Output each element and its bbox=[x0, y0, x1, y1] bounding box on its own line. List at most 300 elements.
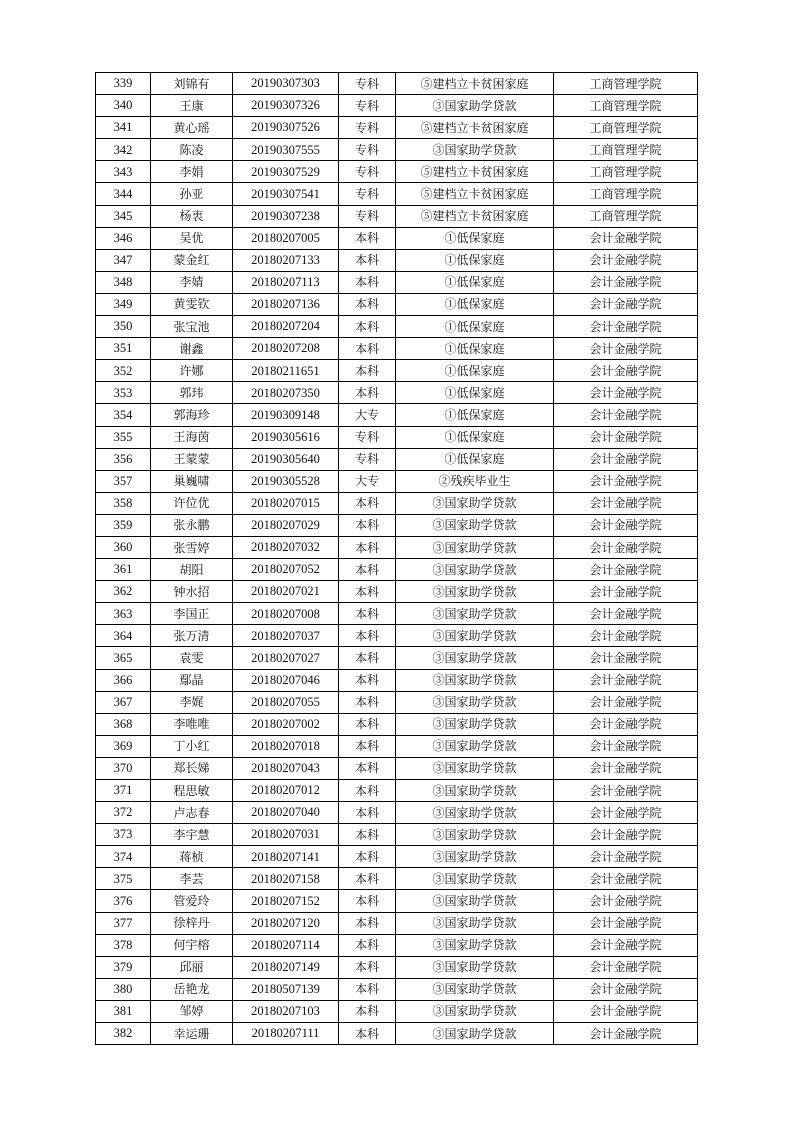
student-name-cell: 巢巍啸 bbox=[151, 470, 233, 492]
difficulty-category-cell: ①低保家庭 bbox=[396, 249, 554, 271]
college-cell: 会计金融学院 bbox=[554, 669, 698, 691]
student-name-cell: 杨衷 bbox=[151, 205, 233, 227]
row-number-cell: 371 bbox=[96, 780, 151, 802]
difficulty-category-cell: ①低保家庭 bbox=[396, 316, 554, 338]
education-level-cell: 本科 bbox=[339, 536, 396, 558]
row-number-cell: 367 bbox=[96, 691, 151, 713]
table-row bbox=[96, 846, 698, 868]
difficulty-category-cell: ③国家助学贷款 bbox=[396, 956, 554, 978]
college-cell: 会计金融学院 bbox=[554, 360, 698, 382]
difficulty-category-cell: ⑤建档立卡贫困家庭 bbox=[396, 205, 554, 227]
education-level-cell: 专科 bbox=[339, 183, 396, 205]
difficulty-category-cell: ③国家助学贷款 bbox=[396, 581, 554, 603]
education-level-cell: 本科 bbox=[339, 824, 396, 846]
student-name-cell: 钟水招 bbox=[151, 581, 233, 603]
education-level-cell: 本科 bbox=[339, 492, 396, 514]
student-id-cell: 20180207008 bbox=[233, 603, 339, 625]
difficulty-category-cell: ③国家助学贷款 bbox=[396, 514, 554, 536]
student-name-cell: 李婧 bbox=[151, 271, 233, 293]
student-id-cell: 20180207114 bbox=[233, 934, 339, 956]
student-name-cell: 郭玮 bbox=[151, 382, 233, 404]
table-row bbox=[96, 1000, 698, 1022]
table-row bbox=[96, 735, 698, 757]
table-row bbox=[96, 978, 698, 1000]
difficulty-category-cell: ③国家助学贷款 bbox=[396, 536, 554, 558]
education-level-cell: 本科 bbox=[339, 514, 396, 536]
education-level-cell: 本科 bbox=[339, 934, 396, 956]
college-cell: 工商管理学院 bbox=[554, 183, 698, 205]
difficulty-category-cell: ②残疾毕业生 bbox=[396, 470, 554, 492]
table-row bbox=[96, 227, 698, 249]
college-cell: 会计金融学院 bbox=[554, 514, 698, 536]
college-cell: 会计金融学院 bbox=[554, 713, 698, 735]
row-number-cell: 374 bbox=[96, 846, 151, 868]
row-number-cell: 380 bbox=[96, 978, 151, 1000]
difficulty-category-cell: ③国家助学贷款 bbox=[396, 890, 554, 912]
difficulty-category-cell: ③国家助学贷款 bbox=[396, 868, 554, 890]
student-id-cell: 20180207040 bbox=[233, 802, 339, 824]
table-row bbox=[96, 669, 698, 691]
difficulty-category-cell: ③国家助学贷款 bbox=[396, 1023, 554, 1045]
student-name-cell: 张宝池 bbox=[151, 316, 233, 338]
student-name-cell: 李唯唯 bbox=[151, 713, 233, 735]
difficulty-category-cell: ③国家助学贷款 bbox=[396, 757, 554, 779]
student-id-cell: 20180207133 bbox=[233, 249, 339, 271]
student-id-cell: 20180207052 bbox=[233, 559, 339, 581]
difficulty-category-cell: ③国家助学贷款 bbox=[396, 691, 554, 713]
student-name-cell: 徐梓丹 bbox=[151, 912, 233, 934]
student-id-cell: 20180207208 bbox=[233, 338, 339, 360]
education-level-cell: 专科 bbox=[339, 161, 396, 183]
row-number-cell: 364 bbox=[96, 625, 151, 647]
row-number-cell: 365 bbox=[96, 647, 151, 669]
table-row bbox=[96, 625, 698, 647]
education-level-cell: 本科 bbox=[339, 227, 396, 249]
student-id-cell: 20180207031 bbox=[233, 824, 339, 846]
student-id-cell: 20180207204 bbox=[233, 316, 339, 338]
student-id-cell: 20180207002 bbox=[233, 713, 339, 735]
college-cell: 会计金融学院 bbox=[554, 559, 698, 581]
student-id-cell: 20180207015 bbox=[233, 492, 339, 514]
table-row bbox=[96, 1023, 698, 1045]
college-cell: 会计金融学院 bbox=[554, 293, 698, 315]
student-id-cell: 20190307303 bbox=[233, 73, 339, 95]
student-name-cell: 张永鹏 bbox=[151, 514, 233, 536]
row-number-cell: 343 bbox=[96, 161, 151, 183]
difficulty-category-cell: ③国家助学贷款 bbox=[396, 647, 554, 669]
college-cell: 会计金融学院 bbox=[554, 316, 698, 338]
table-row bbox=[96, 492, 698, 514]
student-name-cell: 王海茵 bbox=[151, 426, 233, 448]
education-level-cell: 专科 bbox=[339, 448, 396, 470]
student-id-cell: 20190305640 bbox=[233, 448, 339, 470]
table-row bbox=[96, 559, 698, 581]
row-number-cell: 350 bbox=[96, 316, 151, 338]
education-level-cell: 专科 bbox=[339, 73, 396, 95]
difficulty-category-cell: ③国家助学贷款 bbox=[396, 802, 554, 824]
education-level-cell: 本科 bbox=[339, 603, 396, 625]
student-name-cell: 袁雯 bbox=[151, 647, 233, 669]
education-level-cell: 本科 bbox=[339, 271, 396, 293]
table-row bbox=[96, 956, 698, 978]
difficulty-category-cell: ⑤建档立卡贫困家庭 bbox=[396, 73, 554, 95]
difficulty-category-cell: ⑤建档立卡贫困家庭 bbox=[396, 183, 554, 205]
education-level-cell: 本科 bbox=[339, 647, 396, 669]
education-level-cell: 本科 bbox=[339, 846, 396, 868]
row-number-cell: 378 bbox=[96, 934, 151, 956]
college-cell: 会计金融学院 bbox=[554, 426, 698, 448]
difficulty-category-cell: ①低保家庭 bbox=[396, 338, 554, 360]
row-number-cell: 377 bbox=[96, 912, 151, 934]
row-number-cell: 346 bbox=[96, 227, 151, 249]
table-row bbox=[96, 95, 698, 117]
education-level-cell: 本科 bbox=[339, 1000, 396, 1022]
difficulty-category-cell: ①低保家庭 bbox=[396, 293, 554, 315]
row-number-cell: 354 bbox=[96, 404, 151, 426]
table-row bbox=[96, 470, 698, 492]
education-level-cell: 本科 bbox=[339, 338, 396, 360]
college-cell: 会计金融学院 bbox=[554, 581, 698, 603]
difficulty-category-cell: ③国家助学贷款 bbox=[396, 912, 554, 934]
student-name-cell: 王蒙蒙 bbox=[151, 448, 233, 470]
student-id-cell: 20190307238 bbox=[233, 205, 339, 227]
row-number-cell: 341 bbox=[96, 117, 151, 139]
difficulty-category-cell: ①低保家庭 bbox=[396, 382, 554, 404]
education-level-cell: 本科 bbox=[339, 691, 396, 713]
student-id-cell: 20180207005 bbox=[233, 227, 339, 249]
college-cell: 会计金融学院 bbox=[554, 249, 698, 271]
difficulty-category-cell: ③国家助学贷款 bbox=[396, 625, 554, 647]
student-id-cell: 20180207350 bbox=[233, 382, 339, 404]
college-cell: 工商管理学院 bbox=[554, 73, 698, 95]
college-cell: 会计金融学院 bbox=[554, 912, 698, 934]
college-cell: 工商管理学院 bbox=[554, 161, 698, 183]
student-id-cell: 20180207018 bbox=[233, 735, 339, 757]
table-row bbox=[96, 404, 698, 426]
table-row bbox=[96, 890, 698, 912]
difficulty-category-cell: ③国家助学贷款 bbox=[396, 713, 554, 735]
row-number-cell: 363 bbox=[96, 603, 151, 625]
college-cell: 会计金融学院 bbox=[554, 780, 698, 802]
row-number-cell: 356 bbox=[96, 448, 151, 470]
college-cell: 会计金融学院 bbox=[554, 735, 698, 757]
student-name-cell: 邱丽 bbox=[151, 956, 233, 978]
difficulty-category-cell: ③国家助学贷款 bbox=[396, 780, 554, 802]
college-cell: 会计金融学院 bbox=[554, 647, 698, 669]
table-row bbox=[96, 757, 698, 779]
student-id-cell: 20180207103 bbox=[233, 1000, 339, 1022]
table-row bbox=[96, 514, 698, 536]
row-number-cell: 358 bbox=[96, 492, 151, 514]
student-id-cell: 20180207152 bbox=[233, 890, 339, 912]
college-cell: 会计金融学院 bbox=[554, 448, 698, 470]
difficulty-category-cell: ①低保家庭 bbox=[396, 426, 554, 448]
student-id-cell: 20190305616 bbox=[233, 426, 339, 448]
student-name-cell: 李宇慧 bbox=[151, 824, 233, 846]
student-name-cell: 李国正 bbox=[151, 603, 233, 625]
difficulty-category-cell: ⑤建档立卡贫困家庭 bbox=[396, 161, 554, 183]
college-cell: 会计金融学院 bbox=[554, 492, 698, 514]
student-name-cell: 李娓 bbox=[151, 691, 233, 713]
college-cell: 会计金融学院 bbox=[554, 404, 698, 426]
table-row bbox=[96, 161, 698, 183]
student-name-cell: 何宇榕 bbox=[151, 934, 233, 956]
student-table-body bbox=[96, 73, 698, 1045]
college-cell: 会计金融学院 bbox=[554, 757, 698, 779]
table-row bbox=[96, 316, 698, 338]
row-number-cell: 360 bbox=[96, 536, 151, 558]
student-id-cell: 20180207158 bbox=[233, 868, 339, 890]
student-name-cell: 陈凌 bbox=[151, 139, 233, 161]
row-number-cell: 353 bbox=[96, 382, 151, 404]
education-level-cell: 本科 bbox=[339, 868, 396, 890]
difficulty-category-cell: ①低保家庭 bbox=[396, 227, 554, 249]
difficulty-category-cell: ③国家助学贷款 bbox=[396, 95, 554, 117]
college-cell: 会计金融学院 bbox=[554, 625, 698, 647]
row-number-cell: 349 bbox=[96, 293, 151, 315]
student-name-cell: 岳艳龙 bbox=[151, 978, 233, 1000]
table-row bbox=[96, 912, 698, 934]
table-row bbox=[96, 536, 698, 558]
education-level-cell: 本科 bbox=[339, 780, 396, 802]
table-row bbox=[96, 868, 698, 890]
student-id-cell: 20180507139 bbox=[233, 978, 339, 1000]
education-level-cell: 本科 bbox=[339, 735, 396, 757]
student-name-cell: 刘锦有 bbox=[151, 73, 233, 95]
college-cell: 工商管理学院 bbox=[554, 117, 698, 139]
table-row bbox=[96, 205, 698, 227]
student-id-cell: 20180207136 bbox=[233, 293, 339, 315]
student-id-cell: 20180207111 bbox=[233, 1023, 339, 1045]
row-number-cell: 362 bbox=[96, 581, 151, 603]
student-id-cell: 20180207149 bbox=[233, 956, 339, 978]
row-number-cell: 381 bbox=[96, 1000, 151, 1022]
row-number-cell: 373 bbox=[96, 824, 151, 846]
student-id-cell: 20180207055 bbox=[233, 691, 339, 713]
difficulty-category-cell: ③国家助学贷款 bbox=[396, 978, 554, 1000]
education-level-cell: 专科 bbox=[339, 95, 396, 117]
education-level-cell: 本科 bbox=[339, 802, 396, 824]
student-id-cell: 20190307541 bbox=[233, 183, 339, 205]
difficulty-category-cell: ①低保家庭 bbox=[396, 271, 554, 293]
student-name-cell: 鄢晶 bbox=[151, 669, 233, 691]
college-cell: 会计金融学院 bbox=[554, 868, 698, 890]
education-level-cell: 本科 bbox=[339, 912, 396, 934]
college-cell: 会计金融学院 bbox=[554, 824, 698, 846]
education-level-cell: 本科 bbox=[339, 669, 396, 691]
student-id-cell: 20190309148 bbox=[233, 404, 339, 426]
education-level-cell: 本科 bbox=[339, 625, 396, 647]
student-name-cell: 卢志春 bbox=[151, 802, 233, 824]
college-cell: 会计金融学院 bbox=[554, 1000, 698, 1022]
college-cell: 会计金融学院 bbox=[554, 382, 698, 404]
row-number-cell: 342 bbox=[96, 139, 151, 161]
row-number-cell: 340 bbox=[96, 95, 151, 117]
education-level-cell: 本科 bbox=[339, 382, 396, 404]
college-cell: 会计金融学院 bbox=[554, 846, 698, 868]
row-number-cell: 348 bbox=[96, 271, 151, 293]
education-level-cell: 本科 bbox=[339, 1023, 396, 1045]
difficulty-category-cell: ③国家助学贷款 bbox=[396, 735, 554, 757]
student-id-cell: 20180207027 bbox=[233, 647, 339, 669]
table-row bbox=[96, 824, 698, 846]
student-name-cell: 王康 bbox=[151, 95, 233, 117]
table-row bbox=[96, 338, 698, 360]
college-cell: 会计金融学院 bbox=[554, 802, 698, 824]
table-row bbox=[96, 360, 698, 382]
college-cell: 会计金融学院 bbox=[554, 227, 698, 249]
table-row bbox=[96, 934, 698, 956]
student-name-cell: 张雪婷 bbox=[151, 536, 233, 558]
education-level-cell: 本科 bbox=[339, 360, 396, 382]
student-name-cell: 管爱玲 bbox=[151, 890, 233, 912]
student-id-cell: 20180207043 bbox=[233, 757, 339, 779]
row-number-cell: 344 bbox=[96, 183, 151, 205]
student-id-cell: 20180207029 bbox=[233, 514, 339, 536]
education-level-cell: 专科 bbox=[339, 139, 396, 161]
education-level-cell: 大专 bbox=[339, 404, 396, 426]
college-cell: 会计金融学院 bbox=[554, 691, 698, 713]
table-row bbox=[96, 691, 698, 713]
college-cell: 工商管理学院 bbox=[554, 139, 698, 161]
student-name-cell: 许娜 bbox=[151, 360, 233, 382]
row-number-cell: 375 bbox=[96, 868, 151, 890]
college-cell: 会计金融学院 bbox=[554, 1023, 698, 1045]
education-level-cell: 本科 bbox=[339, 978, 396, 1000]
row-number-cell: 339 bbox=[96, 73, 151, 95]
student-name-cell: 吴优 bbox=[151, 227, 233, 249]
education-level-cell: 本科 bbox=[339, 890, 396, 912]
row-number-cell: 369 bbox=[96, 735, 151, 757]
student-name-cell: 邹婷 bbox=[151, 1000, 233, 1022]
row-number-cell: 379 bbox=[96, 956, 151, 978]
difficulty-category-cell: ①低保家庭 bbox=[396, 448, 554, 470]
difficulty-category-cell: ③国家助学贷款 bbox=[396, 559, 554, 581]
row-number-cell: 366 bbox=[96, 669, 151, 691]
row-number-cell: 347 bbox=[96, 249, 151, 271]
student-name-cell: 黄心瑶 bbox=[151, 117, 233, 139]
row-number-cell: 370 bbox=[96, 757, 151, 779]
education-level-cell: 专科 bbox=[339, 426, 396, 448]
student-name-cell: 蒙金红 bbox=[151, 249, 233, 271]
student-name-cell: 胡阳 bbox=[151, 559, 233, 581]
college-cell: 工商管理学院 bbox=[554, 95, 698, 117]
table-row bbox=[96, 448, 698, 470]
college-cell: 会计金融学院 bbox=[554, 934, 698, 956]
difficulty-category-cell: ③国家助学贷款 bbox=[396, 492, 554, 514]
college-cell: 会计金融学院 bbox=[554, 271, 698, 293]
table-row bbox=[96, 271, 698, 293]
college-cell: 会计金融学院 bbox=[554, 890, 698, 912]
education-level-cell: 大专 bbox=[339, 470, 396, 492]
student-id-cell: 20180211651 bbox=[233, 360, 339, 382]
difficulty-category-cell: ③国家助学贷款 bbox=[396, 846, 554, 868]
education-level-cell: 本科 bbox=[339, 559, 396, 581]
row-number-cell: 372 bbox=[96, 802, 151, 824]
row-number-cell: 376 bbox=[96, 890, 151, 912]
student-id-cell: 20190307326 bbox=[233, 95, 339, 117]
table-row bbox=[96, 73, 698, 95]
row-number-cell: 361 bbox=[96, 559, 151, 581]
difficulty-category-cell: ⑤建档立卡贫困家庭 bbox=[396, 117, 554, 139]
student-id-cell: 20180207037 bbox=[233, 625, 339, 647]
college-cell: 会计金融学院 bbox=[554, 603, 698, 625]
table-row bbox=[96, 183, 698, 205]
table-row bbox=[96, 426, 698, 448]
student-name-cell: 黄雯钦 bbox=[151, 293, 233, 315]
education-level-cell: 本科 bbox=[339, 956, 396, 978]
student-name-cell: 李芸 bbox=[151, 868, 233, 890]
student-name-cell: 李娟 bbox=[151, 161, 233, 183]
student-name-cell: 郑长娣 bbox=[151, 757, 233, 779]
table-row bbox=[96, 293, 698, 315]
college-cell: 会计金融学院 bbox=[554, 978, 698, 1000]
student-name-cell: 孙亚 bbox=[151, 183, 233, 205]
row-number-cell: 351 bbox=[96, 338, 151, 360]
difficulty-category-cell: ③国家助学贷款 bbox=[396, 934, 554, 956]
table-row bbox=[96, 117, 698, 139]
difficulty-category-cell: ③国家助学贷款 bbox=[396, 139, 554, 161]
college-cell: 会计金融学院 bbox=[554, 338, 698, 360]
student-name-cell: 谢鑫 bbox=[151, 338, 233, 360]
difficulty-category-cell: ③国家助学贷款 bbox=[396, 603, 554, 625]
college-cell: 会计金融学院 bbox=[554, 956, 698, 978]
student-id-cell: 20190307526 bbox=[233, 117, 339, 139]
student-name-cell: 程思敏 bbox=[151, 780, 233, 802]
difficulty-category-cell: ③国家助学贷款 bbox=[396, 824, 554, 846]
student-name-cell: 丁小红 bbox=[151, 735, 233, 757]
row-number-cell: 355 bbox=[96, 426, 151, 448]
student-id-cell: 20190307529 bbox=[233, 161, 339, 183]
difficulty-category-cell: ③国家助学贷款 bbox=[396, 1000, 554, 1022]
student-name-cell: 张万清 bbox=[151, 625, 233, 647]
education-level-cell: 本科 bbox=[339, 757, 396, 779]
table-row bbox=[96, 647, 698, 669]
student-id-cell: 20180207021 bbox=[233, 581, 339, 603]
student-name-cell: 郭海珍 bbox=[151, 404, 233, 426]
student-id-cell: 20180207032 bbox=[233, 536, 339, 558]
row-number-cell: 382 bbox=[96, 1023, 151, 1045]
student-id-cell: 20180207046 bbox=[233, 669, 339, 691]
education-level-cell: 专科 bbox=[339, 205, 396, 227]
row-number-cell: 359 bbox=[96, 514, 151, 536]
student-id-cell: 20180207012 bbox=[233, 780, 339, 802]
student-id-cell: 20180207113 bbox=[233, 271, 339, 293]
college-cell: 会计金融学院 bbox=[554, 470, 698, 492]
education-level-cell: 专科 bbox=[339, 117, 396, 139]
student-id-cell: 20190307555 bbox=[233, 139, 339, 161]
difficulty-category-cell: ③国家助学贷款 bbox=[396, 669, 554, 691]
table-row bbox=[96, 249, 698, 271]
student-name-cell: 蒋桢 bbox=[151, 846, 233, 868]
row-number-cell: 368 bbox=[96, 713, 151, 735]
student-id-cell: 20190305528 bbox=[233, 470, 339, 492]
student-id-cell: 20180207120 bbox=[233, 912, 339, 934]
education-level-cell: 本科 bbox=[339, 293, 396, 315]
education-level-cell: 本科 bbox=[339, 249, 396, 271]
difficulty-category-cell: ①低保家庭 bbox=[396, 404, 554, 426]
student-id-cell: 20180207141 bbox=[233, 846, 339, 868]
row-number-cell: 345 bbox=[96, 205, 151, 227]
row-number-cell: 357 bbox=[96, 470, 151, 492]
student-table bbox=[95, 72, 698, 1045]
difficulty-category-cell: ①低保家庭 bbox=[396, 360, 554, 382]
college-cell: 工商管理学院 bbox=[554, 205, 698, 227]
table-row bbox=[96, 780, 698, 802]
table-row bbox=[96, 603, 698, 625]
education-level-cell: 本科 bbox=[339, 316, 396, 338]
table-row bbox=[96, 581, 698, 603]
